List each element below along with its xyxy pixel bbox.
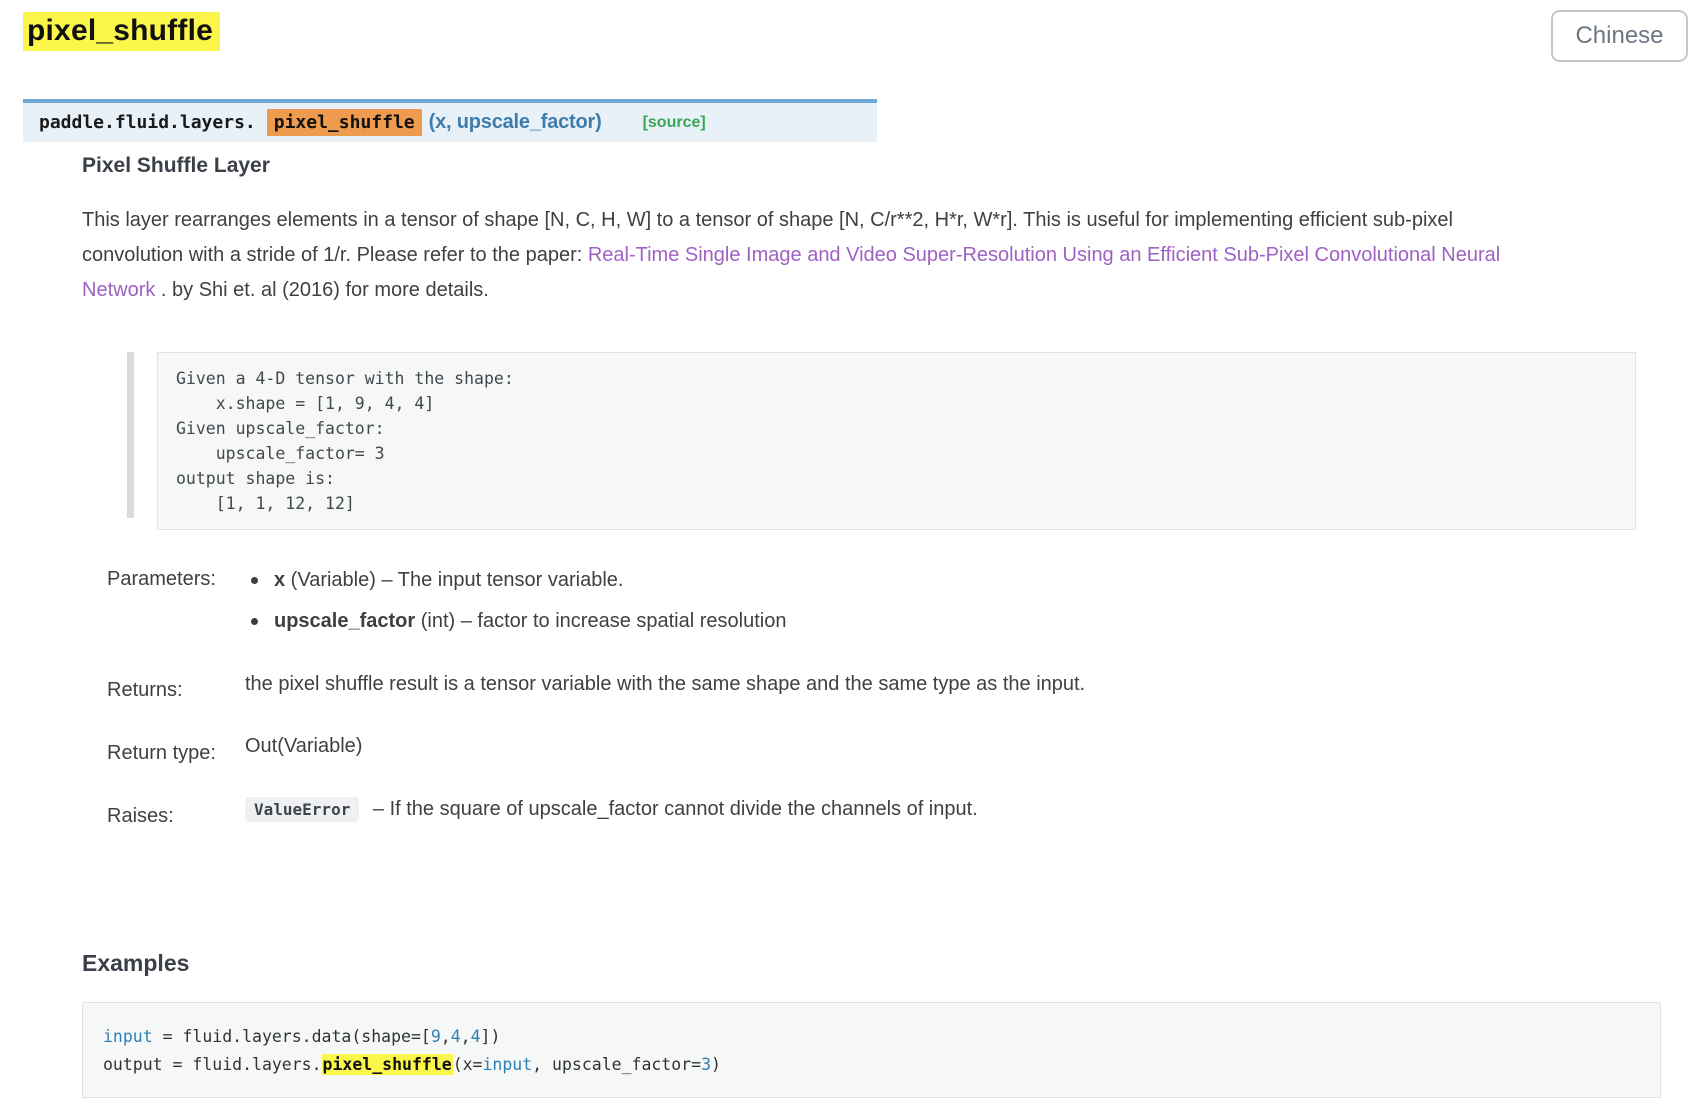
- description-text-before: This layer rearranges elements in a tensor of shape [N, C, H, W] to a tensor of shape [N, C/r**2, H*r, W*r]. This is useful for implementing efficient sub-pixel convolution with a stride of 1/r. Please refer to the paper:: [82, 209, 1453, 266]
- parameters-label: Parameters:: [107, 568, 216, 590]
- parameter-description: (Variable) – The input tensor variable.: [285, 569, 624, 591]
- return-type-value: Out(Variable): [245, 735, 363, 757]
- layer-description: [82, 203, 1537, 308]
- signature-function-name: pixel_shuffle: [267, 109, 422, 136]
- code-line: Given a 4-D tensor with the shape:: [176, 369, 514, 388]
- code-token: output = fluid.layers.: [103, 1055, 322, 1074]
- example-code-line: [103, 1051, 1640, 1079]
- examples-code-block: [82, 1002, 1661, 1098]
- code-line: [1, 1, 12, 12]: [176, 494, 355, 513]
- raises-label: Raises:: [107, 805, 174, 827]
- returns-value: the pixel shuffle result is a tensor variable with the same shape and the same type as the input.: [245, 673, 1086, 695]
- parameter-name: upscale_factor: [274, 610, 416, 632]
- parameter-text: [274, 606, 786, 636]
- code-token: 4: [450, 1027, 461, 1046]
- code-token: 9: [430, 1027, 441, 1046]
- example-code-line: [103, 1023, 1640, 1051]
- blockquote-bar: [127, 352, 134, 518]
- shape-example-code-block: [157, 352, 1636, 530]
- exception-type-chip: ValueError: [245, 797, 359, 822]
- paper-link[interactable]: Real-Time Single Image and Video Super-Resolution Using an Efficient Sub-Pixel Convolutional Neural Network: [82, 244, 1501, 301]
- raises-value: [245, 798, 1535, 821]
- parameter-name: x: [274, 569, 286, 591]
- parameter-description: (int) – factor to increase spatial resolution: [415, 610, 787, 632]
- code-token: (x=: [452, 1055, 483, 1074]
- code-line: Given upscale_factor:: [176, 419, 385, 438]
- returns-label: Returns:: [107, 679, 183, 701]
- code-line: x.shape = [1, 9, 4, 4]: [176, 394, 435, 413]
- page-title: pixel_shuffle: [23, 12, 220, 51]
- code-token: ]): [480, 1027, 501, 1046]
- signature-module-path: paddle.fluid.layers.: [39, 112, 256, 133]
- parameter-item-upscale-factor: [247, 606, 786, 636]
- bullet-icon: [251, 577, 258, 584]
- code-line: output shape is:: [176, 469, 335, 488]
- code-token: input: [103, 1027, 153, 1046]
- raises-description: – If the square of upscale_factor cannot divide the channels of input.: [367, 798, 978, 820]
- return-type-label: Return type:: [107, 742, 216, 764]
- description-text-after: . by Shi et. al (2016) for more details.: [160, 279, 489, 301]
- function-signature: [23, 99, 877, 142]
- layer-heading: Pixel Shuffle Layer: [82, 154, 270, 177]
- code-token: 4: [470, 1027, 481, 1046]
- examples-heading: Examples: [82, 950, 190, 976]
- code-token: ,: [440, 1027, 451, 1046]
- parameter-text: [274, 565, 623, 595]
- code-token: , upscale_factor=: [532, 1055, 702, 1074]
- parameters-list: [247, 565, 786, 647]
- language-toggle-button[interactable]: Chinese: [1551, 10, 1688, 62]
- code-token: input: [482, 1055, 533, 1074]
- code-line: upscale_factor= 3: [176, 444, 385, 463]
- highlighted-function-name: pixel_shuffle: [322, 1055, 452, 1074]
- signature-parameters: (x, upscale_factor): [428, 111, 602, 133]
- code-token: ,: [460, 1027, 471, 1046]
- code-token: 3: [701, 1055, 711, 1074]
- code-token: = fluid.layers.data(shape=[: [152, 1027, 431, 1046]
- code-token: ): [711, 1055, 721, 1074]
- source-link[interactable]: [source]: [642, 113, 706, 131]
- bullet-icon: [251, 618, 258, 625]
- parameter-item-x: [247, 565, 786, 595]
